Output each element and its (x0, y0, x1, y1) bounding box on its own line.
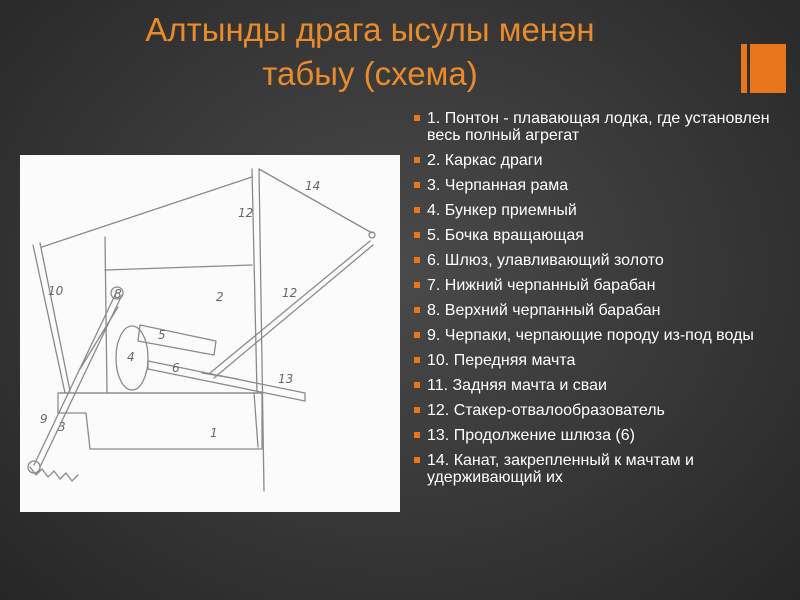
bullet-square-icon (414, 307, 420, 313)
legend-item (413, 202, 793, 219)
bullet-square-icon (414, 357, 420, 363)
label-3: 3 (58, 420, 66, 434)
slide-title-line2: табыу (схема) (262, 55, 478, 92)
legend-item-text: 6. Шлюз, улавливающий золото (427, 252, 664, 269)
legend-item (413, 402, 793, 419)
legend-item (413, 277, 793, 294)
label-4: 4 (127, 350, 135, 364)
front-mast (33, 245, 65, 393)
legend-item (413, 227, 793, 244)
bullet-square-icon (414, 115, 420, 121)
label-8: 8 (114, 287, 122, 301)
legend-list (413, 110, 793, 494)
legend-item (413, 427, 793, 444)
legend-item-text: 14. Канат, закрепленный к мачтам и удерживающий их (427, 452, 694, 486)
label-9: 9 (40, 412, 48, 426)
legend-item-text: 9. Черпаки, черпающие породу из-под воды (427, 327, 754, 344)
legend-item-text: 12. Стакер-отвалообразователь (427, 402, 665, 419)
legend-item-text: 8. Верхний черпанный барабан (427, 302, 661, 319)
legend-item-text: 3. Черпанная рама (427, 177, 569, 194)
dredge-sketch (20, 155, 400, 512)
legend-item (413, 110, 793, 144)
frame-roof (42, 177, 252, 247)
legend-item (413, 327, 793, 344)
slide-title (60, 8, 680, 96)
bullet-square-icon (414, 432, 420, 438)
bullet-square-icon (414, 407, 420, 413)
label-10: 10 (48, 284, 64, 298)
legend-item-text: 5. Бочка вращающая (427, 227, 584, 244)
label-12-top: 12 (238, 206, 254, 220)
legend-item (413, 177, 793, 194)
rear-mast (252, 169, 257, 393)
legend-item (413, 302, 793, 319)
bucket-ladder (34, 293, 116, 465)
label-5: 5 (158, 328, 166, 342)
bullet-square-icon (414, 257, 420, 263)
legend-item (413, 152, 793, 169)
slide-title-line1: Алтынды драга ысулы менән (145, 11, 595, 48)
bullet-square-icon (414, 282, 420, 288)
label-14: 14 (305, 179, 321, 193)
legend-item-text: 7. Нижний черпанный барабан (427, 277, 656, 294)
label-2: 2 (216, 290, 224, 304)
legend-item (413, 452, 793, 486)
legend-item-text: 11. Задняя мачта и сваи (427, 377, 607, 394)
legend-item (413, 252, 793, 269)
dredge-diagram (20, 155, 400, 512)
decor-bar-wide (750, 44, 786, 93)
legend-item-text: 10. Передняя мачта (427, 352, 576, 369)
bullet-square-icon (414, 457, 420, 463)
bullet-square-icon (414, 157, 420, 163)
label-13: 13 (278, 372, 294, 386)
bullet-square-icon (414, 182, 420, 188)
frame-top (105, 265, 252, 270)
hopper (138, 325, 216, 355)
legend-item-text: 2. Каркас драги (427, 152, 543, 169)
legend-item (413, 352, 793, 369)
bullet-square-icon (414, 332, 420, 338)
bullet-square-icon (414, 232, 420, 238)
label-6: 6 (172, 361, 180, 375)
label-1: 1 (210, 426, 218, 440)
buckets (30, 467, 78, 481)
decor-bar-thin (741, 44, 747, 93)
legend-item-text: 13. Продолжение шлюза (6) (427, 427, 635, 444)
legend-item (413, 377, 793, 394)
bullet-square-icon (414, 382, 420, 388)
bullet-square-icon (414, 207, 420, 213)
legend-item-text: 1. Понтон - плавающая лодка, где установлен весь полный агрегат (427, 110, 770, 144)
label-12-boom: 12 (282, 286, 298, 300)
stacker-boom (210, 241, 370, 373)
pontoon-shape (58, 393, 262, 449)
legend-item-text: 4. Бункер приемный (427, 202, 577, 219)
